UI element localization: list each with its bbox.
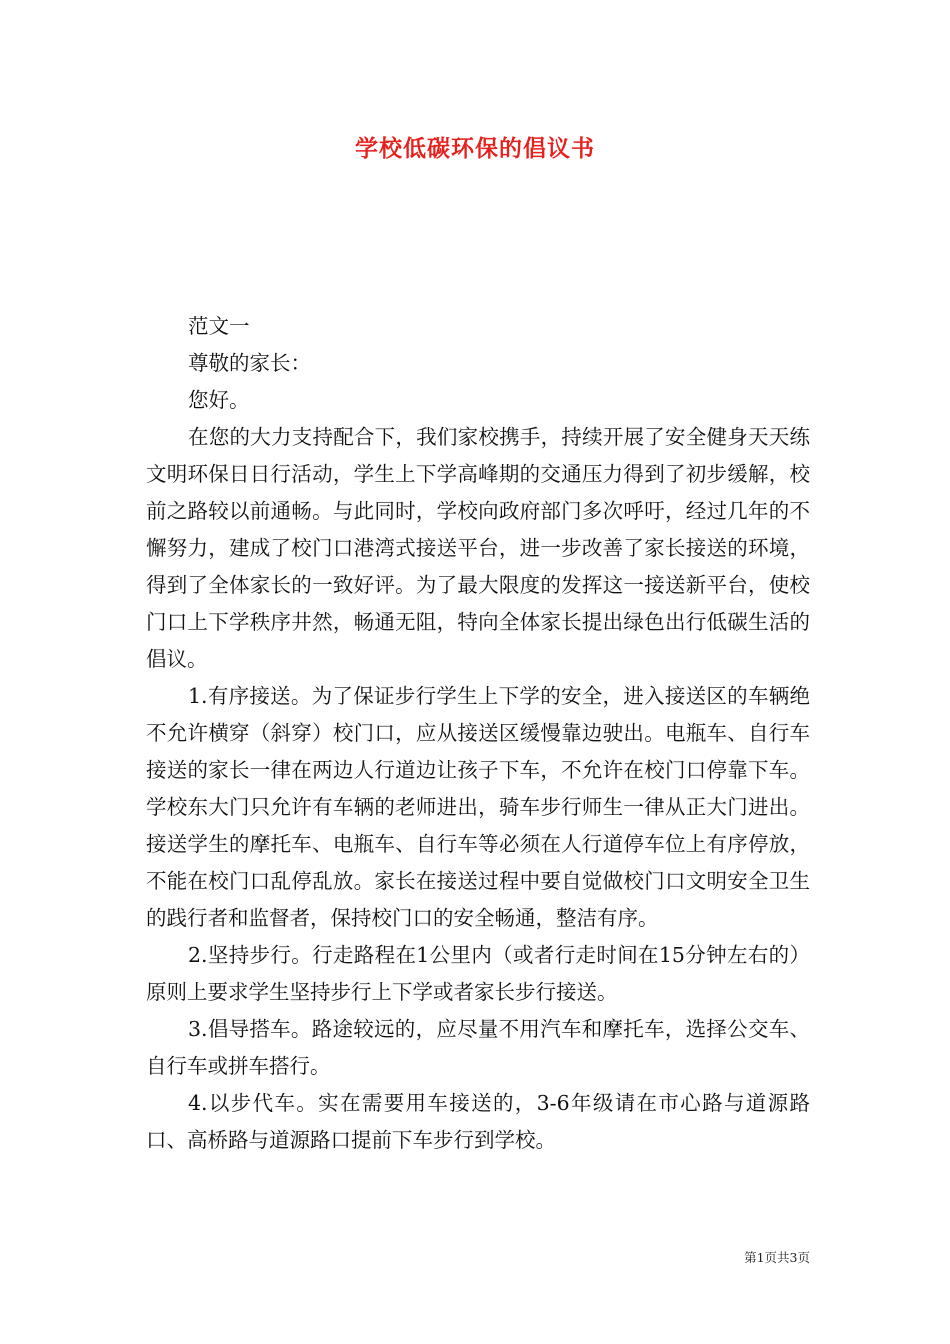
item-3-paragraph: 3.倡导搭车。路途较远的，应尽量不用汽车和摩托车，选择公交车、自行车或拼车搭行。 bbox=[146, 1017, 810, 1078]
document-heading: 范文一 bbox=[188, 314, 250, 338]
greeting-line: 尊敬的家长： bbox=[188, 351, 311, 375]
document-title: 学校低碳环保的倡议书 bbox=[355, 135, 595, 162]
intro-paragraph: 在您的大力支持配合下，我们家校携手，持续开展了安全健身天天练文明环保日日行活动，学生上下学高峰期的交通压力得到了初步缓解，校前之路较以前通畅。与此同时，学校向政府部门多次呼吁，经过几年的不懈努力，建成了校门口港湾式接送平台，进一步改善了家长接送的环境，得到了全体家长的一致好评。为了最大限度的发挥这一接送新平台，使校门口上下学秩序井然，畅通无阻，特向全体家长提出绿色出行低碳生活的倡议。 bbox=[146, 425, 810, 671]
document-body bbox=[146, 308, 810, 1159]
item-1-paragraph: 1.有序接送。为了保证步行学生上下学的安全，进入接送区的车辆绝不允许横穿（斜穿）校门口，应从接送区缓慢靠边驶出。电瓶车、自行车接送的家长一律在两边人行道边让孩子下车，不允许在校门口停靠下车。学校东大门只允许有车辆的老师进出，骑车步行师生一律从正大门进出。接送学生的摩托车、电瓶车、自行车等必须在人行道停车位上有序停放，不能在校门口乱停乱放。家长在接送过程中要自觉做校门口文明安全卫生的践行者和监督者，保持校门口的安全畅通，整洁有序。 bbox=[146, 684, 810, 930]
page-number: 第1页共3页 bbox=[744, 1250, 810, 1265]
hello-line: 您好。 bbox=[188, 388, 250, 412]
item-4-paragraph: 4.以步代车。实在需要用车接送的，3-6年级请在市心路与道源路口、高桥路与道源路口提前下车步行到学校。 bbox=[146, 1091, 810, 1152]
item-2-paragraph: 2.坚持步行。行走路程在1公里内（或者行走时间在15分钟左右的）原则上要求学生坚持步行上下学或者家长步行接送。 bbox=[146, 943, 810, 1004]
